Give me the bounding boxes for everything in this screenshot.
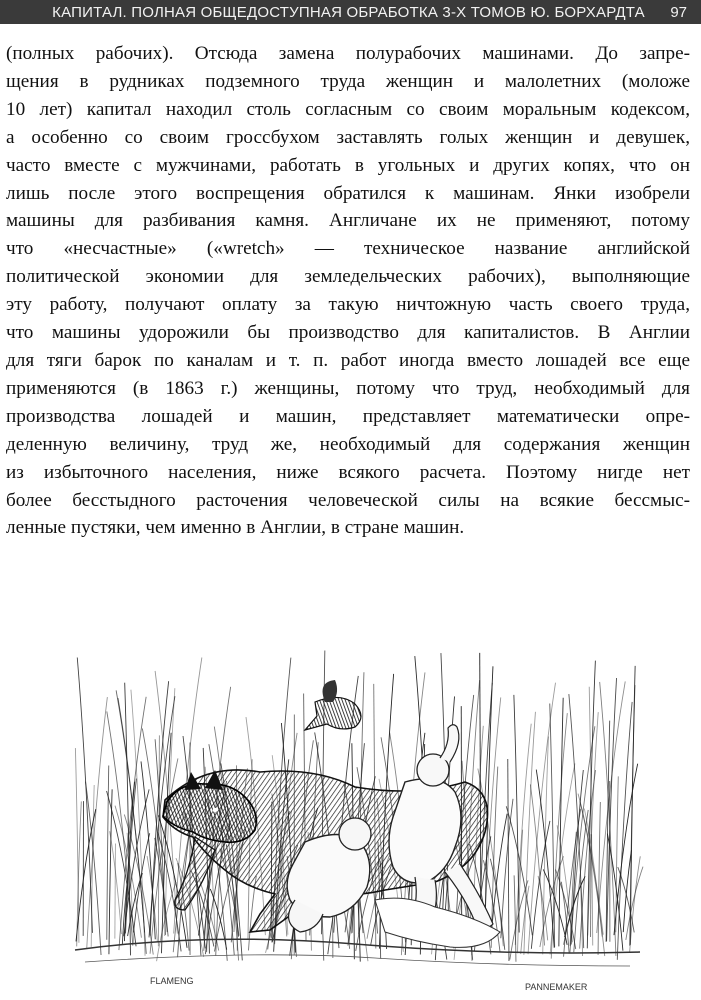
grass-blade <box>158 735 159 946</box>
grass-blade <box>115 843 116 938</box>
grass-blade <box>87 697 108 948</box>
engraving-illustration <box>55 632 655 994</box>
body-paragraph <box>6 40 690 542</box>
text-line: лишь после этого воспрещения обратился к машинам. Янки изобрели <box>6 182 690 204</box>
grass-blade <box>606 721 610 942</box>
grass-blade <box>530 784 544 945</box>
text-line: 10 лет) капитал находил столь согласным со своим моральным кодексом, <box>6 98 690 120</box>
text-line: часто вместе с мужчинами, работать в угольных и других копях, что он <box>6 154 690 176</box>
text-line: что машины удорожили бы производство для капиталистов. В Англии <box>6 322 690 344</box>
text-line: политической экономии для земледельческих рабочих), выполняющие <box>6 266 690 288</box>
text-line: щения в рудниках подземного труда женщин и малолетних (моложе <box>6 70 690 92</box>
text-line: (полных рабочих). Отсюда замена полурабочих машинами. До запре- <box>6 43 690 64</box>
running-header <box>0 0 701 24</box>
grass-blade <box>501 799 513 938</box>
grass-blade <box>598 802 600 955</box>
text-line: для тяги барок по каналам и т. п. работ иногда вместо лошадей все еще <box>6 349 690 371</box>
text-line: эту работу, получают оплату за такую ничтожную часть своего труда, <box>6 294 690 316</box>
text-line: ленные пустяки, чем именно в Англии, в стране машин. <box>6 517 465 539</box>
text-line: из избыточного населения, ниже всякого расчета. Поэтому нигде нет <box>6 461 690 483</box>
grass-blade <box>514 875 516 961</box>
grass-blade <box>561 882 569 954</box>
running-header-title: КАПИТАЛ. ПОЛНАЯ ОБЩЕДОСТУПНАЯ ОБРАБОТКА 3-Х ТОМОВ Ю. БОРХАРДТА <box>52 3 645 21</box>
text-line: машины для разбивания камня. Англичане их не применяют, потому <box>6 210 690 232</box>
text-line: деленную величину, труд же, необходимый для содержания женщин <box>6 433 690 455</box>
text-line: что «несчастные» («wretch» — техническое название английской <box>6 238 690 260</box>
text-line: а особенно со своим гроссбухом заставлять голых женщин и девушек, <box>6 126 690 148</box>
bird <box>305 697 361 730</box>
grass-blade <box>508 759 509 961</box>
grass-blade <box>559 698 563 947</box>
text-line: применяются (в 1863 г.) женщины, потому что труд, необходимый для <box>6 377 690 399</box>
engraver-signature-left: FLAMENG <box>150 976 194 986</box>
grass-blade <box>109 789 112 954</box>
text-line: производства лошадей и машин, представляет математически опре- <box>6 405 690 427</box>
engraver-signature-right: PANNEMAKER <box>525 982 588 992</box>
page-number: 97 <box>670 3 687 21</box>
text-line: более бесстыдного расточения человеческой силы на всякие бессмыс- <box>6 489 690 511</box>
